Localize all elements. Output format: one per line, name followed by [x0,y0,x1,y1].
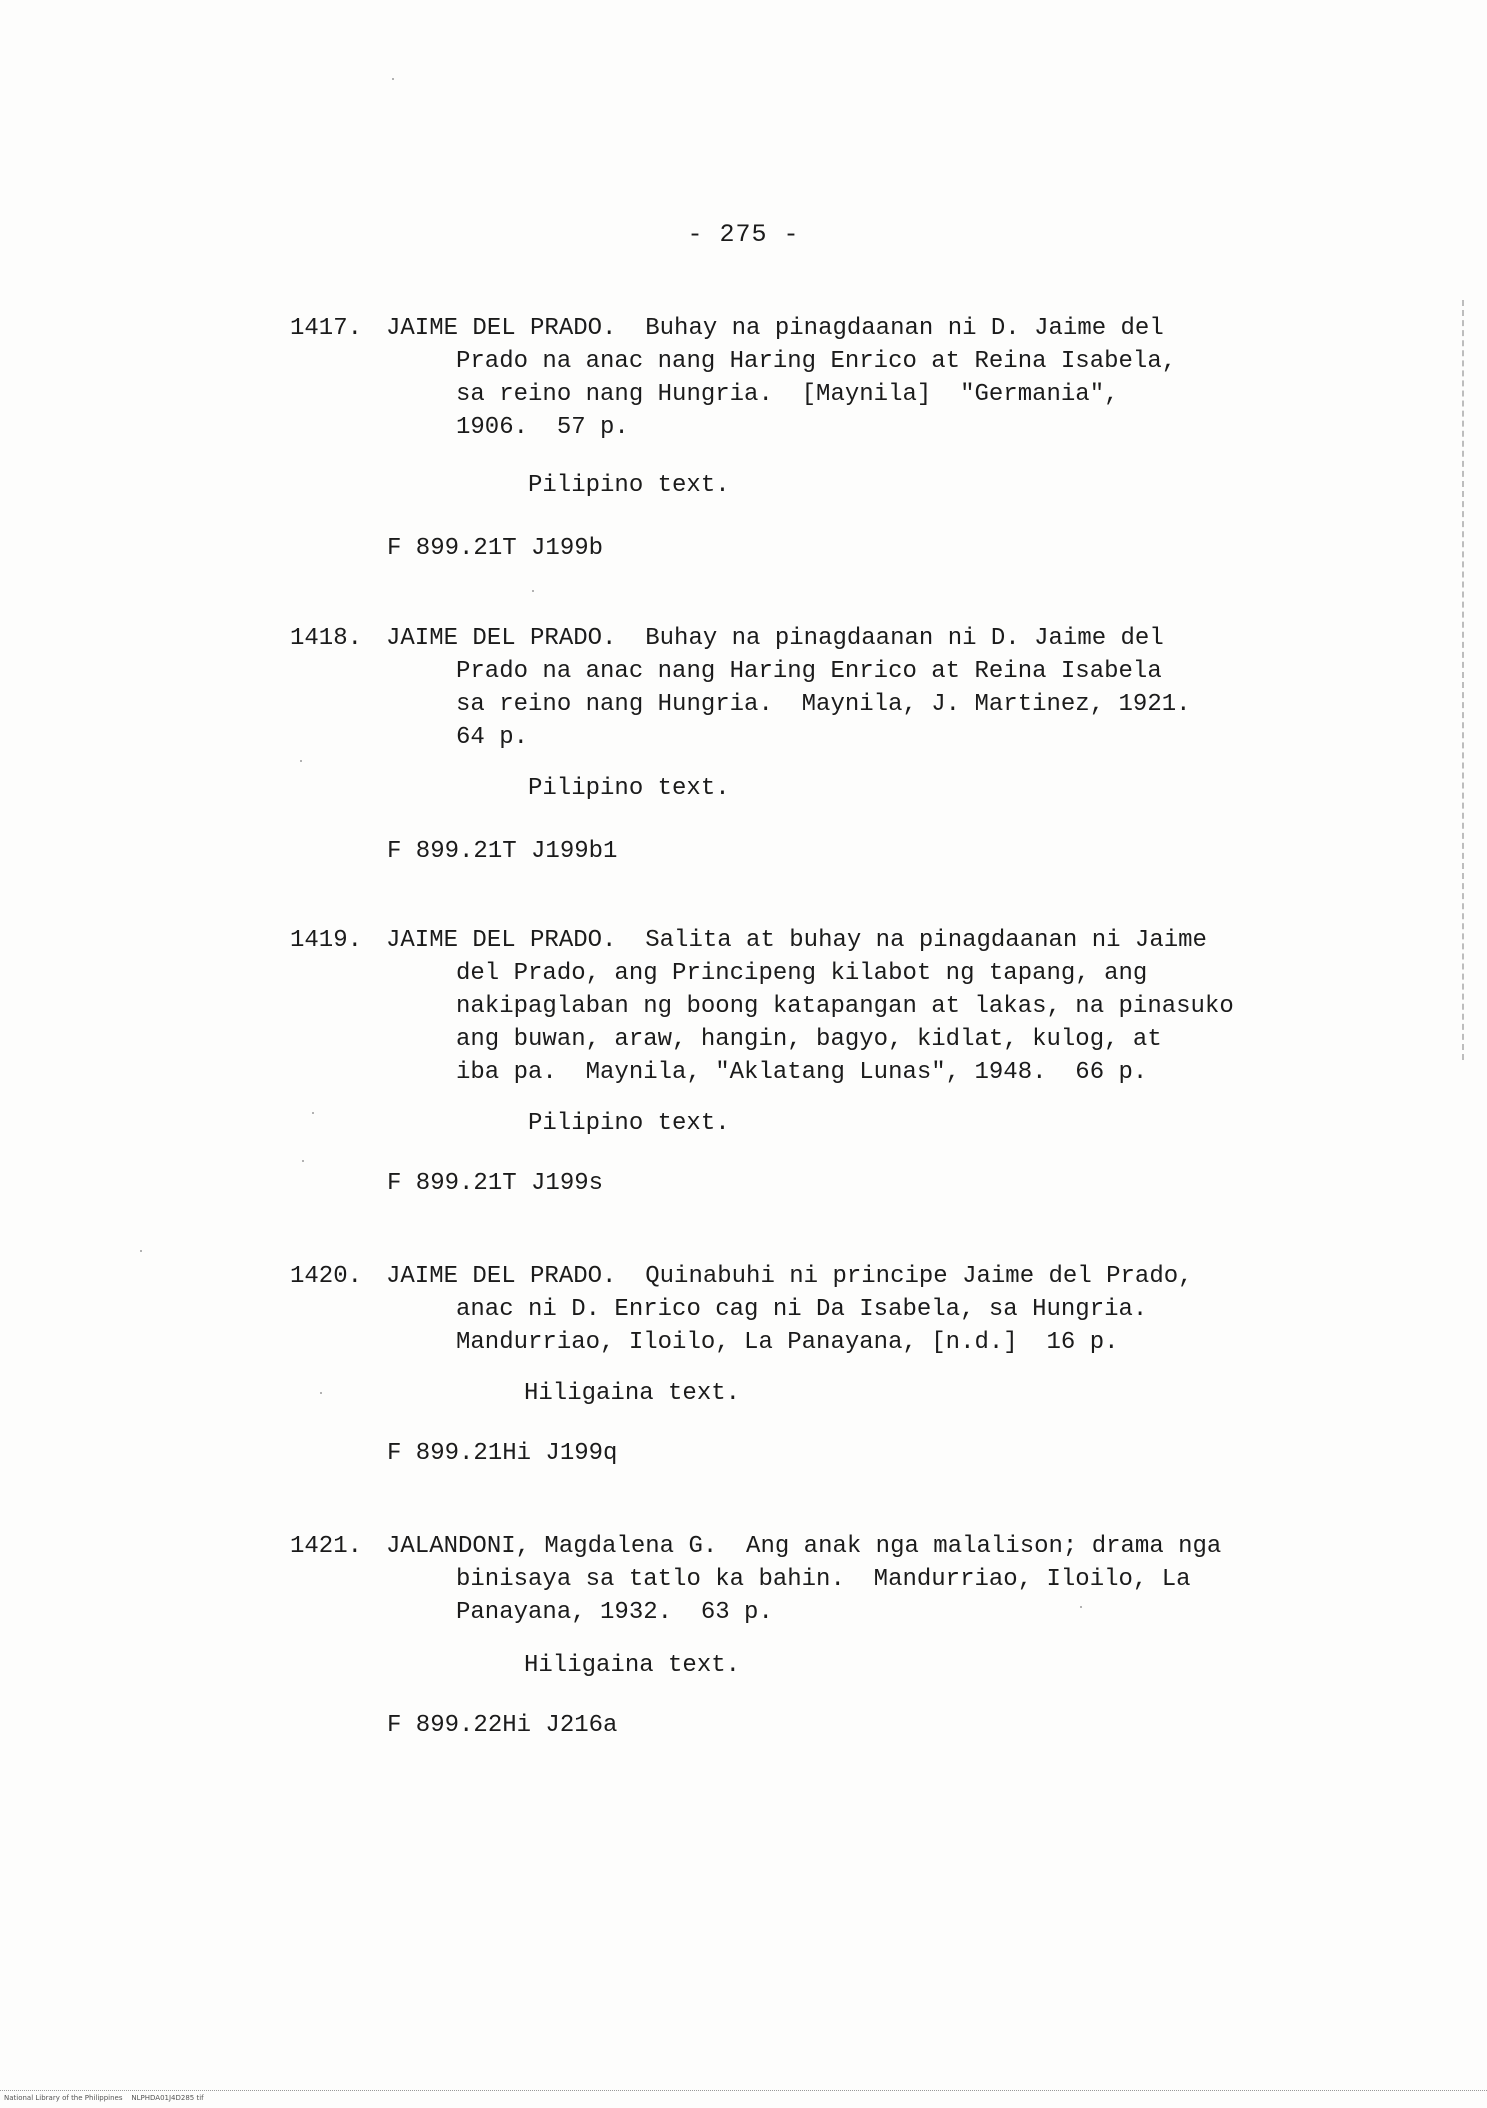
entry-number: 1419. [290,927,363,954]
entry-line: sa reino nang Hungria. Maynila, J. Martinez, 1921. [456,691,1191,718]
entry-line: 1906. 57 p. [456,414,629,441]
call-number: F 899.22Hi J216a [387,1712,618,1739]
entry-text: JALANDONI, Magdalena G. Ang anak nga malalison; drama nga [386,1533,1222,1560]
entry-number: 1417. [290,315,363,342]
entry-number: 1420. [290,1263,363,1290]
language-note: Pilipino text. [528,472,730,499]
scan-edge-line [1462,300,1464,1060]
footer-rule [0,2090,1487,2091]
scan-speck [140,1250,142,1252]
entry-line [290,622,1230,655]
entry-line: nakipaglaban ng boong katapangan at lakas, na pinasuko [456,993,1234,1020]
entry-line: binisaya sa tatlo ka bahin. Mandurriao, Iloilo, La [456,1566,1191,1593]
entry-number: 1421. [290,1533,363,1560]
catalog-entry-1421 [290,1530,1230,1629]
catalog-entry-1417 [290,312,1230,444]
entry-line: Prado na anac nang Haring Enrico at Reina Isabela, [456,348,1177,375]
entry-text: JAIME DEL PRADO. Salita at buhay na pinagdaanan ni Jaime [386,927,1207,954]
catalog-entry-1418 [290,622,1230,754]
entry-line [290,1260,1230,1293]
entry-text: JAIME DEL PRADO. Buhay na pinagdaanan ni D. Jaime del [386,625,1164,652]
language-note: Pilipino text. [528,775,730,802]
page-number: - 275 - [687,220,800,249]
scan-speck [312,1112,314,1114]
language-note: Hiligaina text. [524,1380,741,1407]
entry-line [290,924,1230,957]
call-number: F 899.21T J199s [387,1170,604,1197]
scan-footer: National Library of the Philippines NLPHDA01J4D285 tif [4,2094,204,2102]
entry-line [290,312,1230,345]
catalog-entry-1420 [290,1260,1230,1359]
catalog-entry-1419 [290,924,1234,1089]
entry-line: 64 p. [456,724,529,751]
entry-text: JAIME DEL PRADO. Buhay na pinagdaanan ni D. Jaime del [386,315,1164,342]
scan-speck [392,78,394,80]
entry-line: Mandurriao, Iloilo, La Panayana, [n.d.] 16 p. [456,1329,1119,1356]
entry-line: anac ni D. Enrico cag ni Da Isabela, sa Hungria. [456,1296,1148,1323]
scan-speck [532,590,534,592]
entry-line [290,1530,1230,1563]
language-note: Pilipino text. [528,1110,730,1137]
scan-speck [302,1160,304,1162]
call-number: F 899.21T J199b [387,535,604,562]
call-number: F 899.21Hi J199q [387,1440,618,1467]
entry-line: del Prado, ang Principeng kilabot ng tapang, ang [456,960,1148,987]
entry-line: Prado na anac nang Haring Enrico at Reina Isabela [456,658,1162,685]
scan-speck [300,760,302,762]
call-number: F 899.21T J199b1 [387,838,618,865]
entry-text: JAIME DEL PRADO. Quinabuhi ni principe Jaime del Prado, [386,1263,1193,1290]
entry-line: sa reino nang Hungria. [Maynila] "Germania", [456,381,1119,408]
entry-number: 1418. [290,625,363,652]
entry-line: Panayana, 1932. 63 p. [456,1599,773,1626]
language-note: Hiligaina text. [524,1652,741,1679]
entry-line: iba pa. Maynila, "Aklatang Lunas", 1948. 66 p. [456,1059,1148,1086]
entry-line: ang buwan, araw, hangin, bagyo, kidlat, kulog, at [456,1026,1162,1053]
scan-speck [320,1392,322,1394]
scan-speck [1080,1606,1082,1608]
